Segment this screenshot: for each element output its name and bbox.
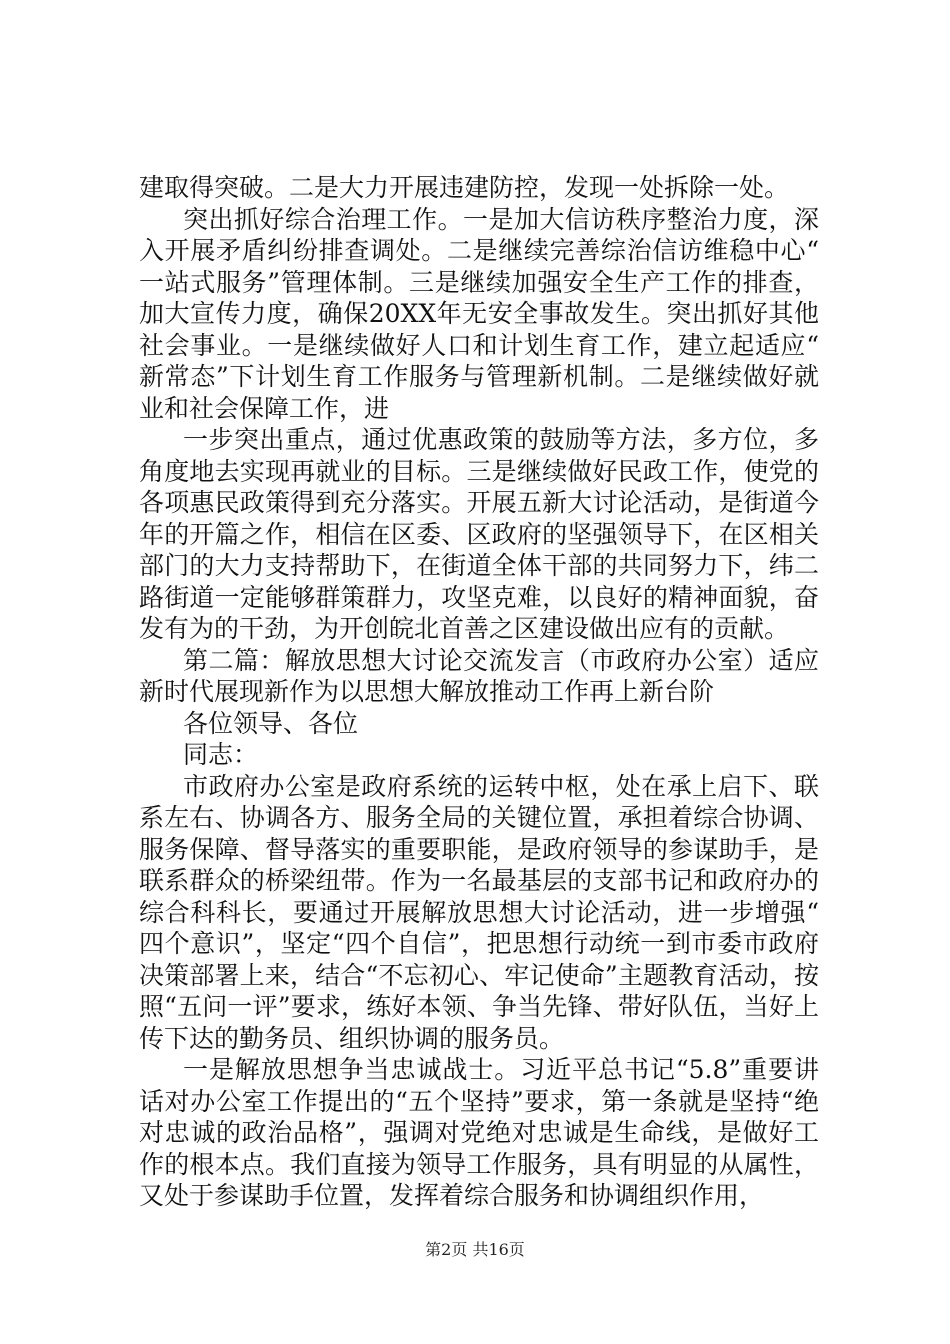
paragraph-4: 市政府办公室是政府系统的运转中枢，处在承上启下、联系左右、协调各方、服务全局的关键位置，承担着综合协调、服务保障、督导落实的重要职能，是政府领导的参谋助手，是联系群众的桥梁纽带。作为一名最基层的支部书记和政府办的综合科科长，要通过开展解放思想大讨论活动，进一步增强“四个意识”，坚定“四个自信”，把思想行动统一到市委市政府决策部署上来，结合“不忘初心、牢记使命”主题教育活动，按照“五问一评”要求，练好本领、争当先锋、带好队伍，当好上传下达的勤务员、组织协调的服务员。 — [139, 771, 819, 1053]
section-heading: 第二篇：解放思想大讨论交流发言（市政府办公室）适应新时代展现新作为以思想大解放推动工作再上新台阶 — [139, 645, 819, 706]
document-body — [139, 172, 819, 1212]
page-footer: 第2页 共16页 — [425, 1240, 525, 1259]
salutation-line-1: 各位领导、各位 — [183, 708, 359, 738]
salutation-line-2: 同志： — [183, 740, 259, 769]
paragraph-5: 一是解放思想争当忠诚战士。习近平总书记“5.8”重要讲话对办公室工作提出的“五个坚持”要求，第一条就是坚持“绝对忠诚的政治品格”，强调对党绝对忠诚是生命线，是做好工作的根本点。我们直接为领导工作服务，具有明显的从属性，又处于参谋助手位置，发挥着综合服务和协调组织作用， — [139, 1055, 819, 1210]
paragraph-1: 建取得突破。二是大力开展违建防控，发现一处拆除一处。 — [139, 173, 790, 202]
paragraph-3: 一步突出重点，通过优惠政策的鼓励等方法，多方位，多角度地去实现再就业的目标。三是继续做好民政工作，使党的各项惠民政策得到充分落实。开展五新大讨论活动，是街道今年的开篇之作，相信在区委、区政府的坚强领导下，在区相关部门的大力支持帮助下，在街道全体干部的共同努力下，纬二路街道一定能够群策群力，攻坚克难，以良好的精神面貌，奋发有为的干劲，为开创皖北首善之区建设做出应有的贡献。 — [139, 425, 819, 643]
paragraph-2: 突出抓好综合治理工作。一是加大信访秩序整治力度，深入开展矛盾纠纷排查调处。二是继续完善综治信访维稳中心“一站式服务”管理体制。三是继续加强安全生产工作的排查，加大宣传力度，确保20XX年无安全事故发生。突出抓好其他社会事业。一是继续做好人口和计划生育工作，建立起适应“新常态”下计划生育工作服务与管理新机制。二是继续做好就业和社会保障工作，进 — [139, 204, 819, 423]
